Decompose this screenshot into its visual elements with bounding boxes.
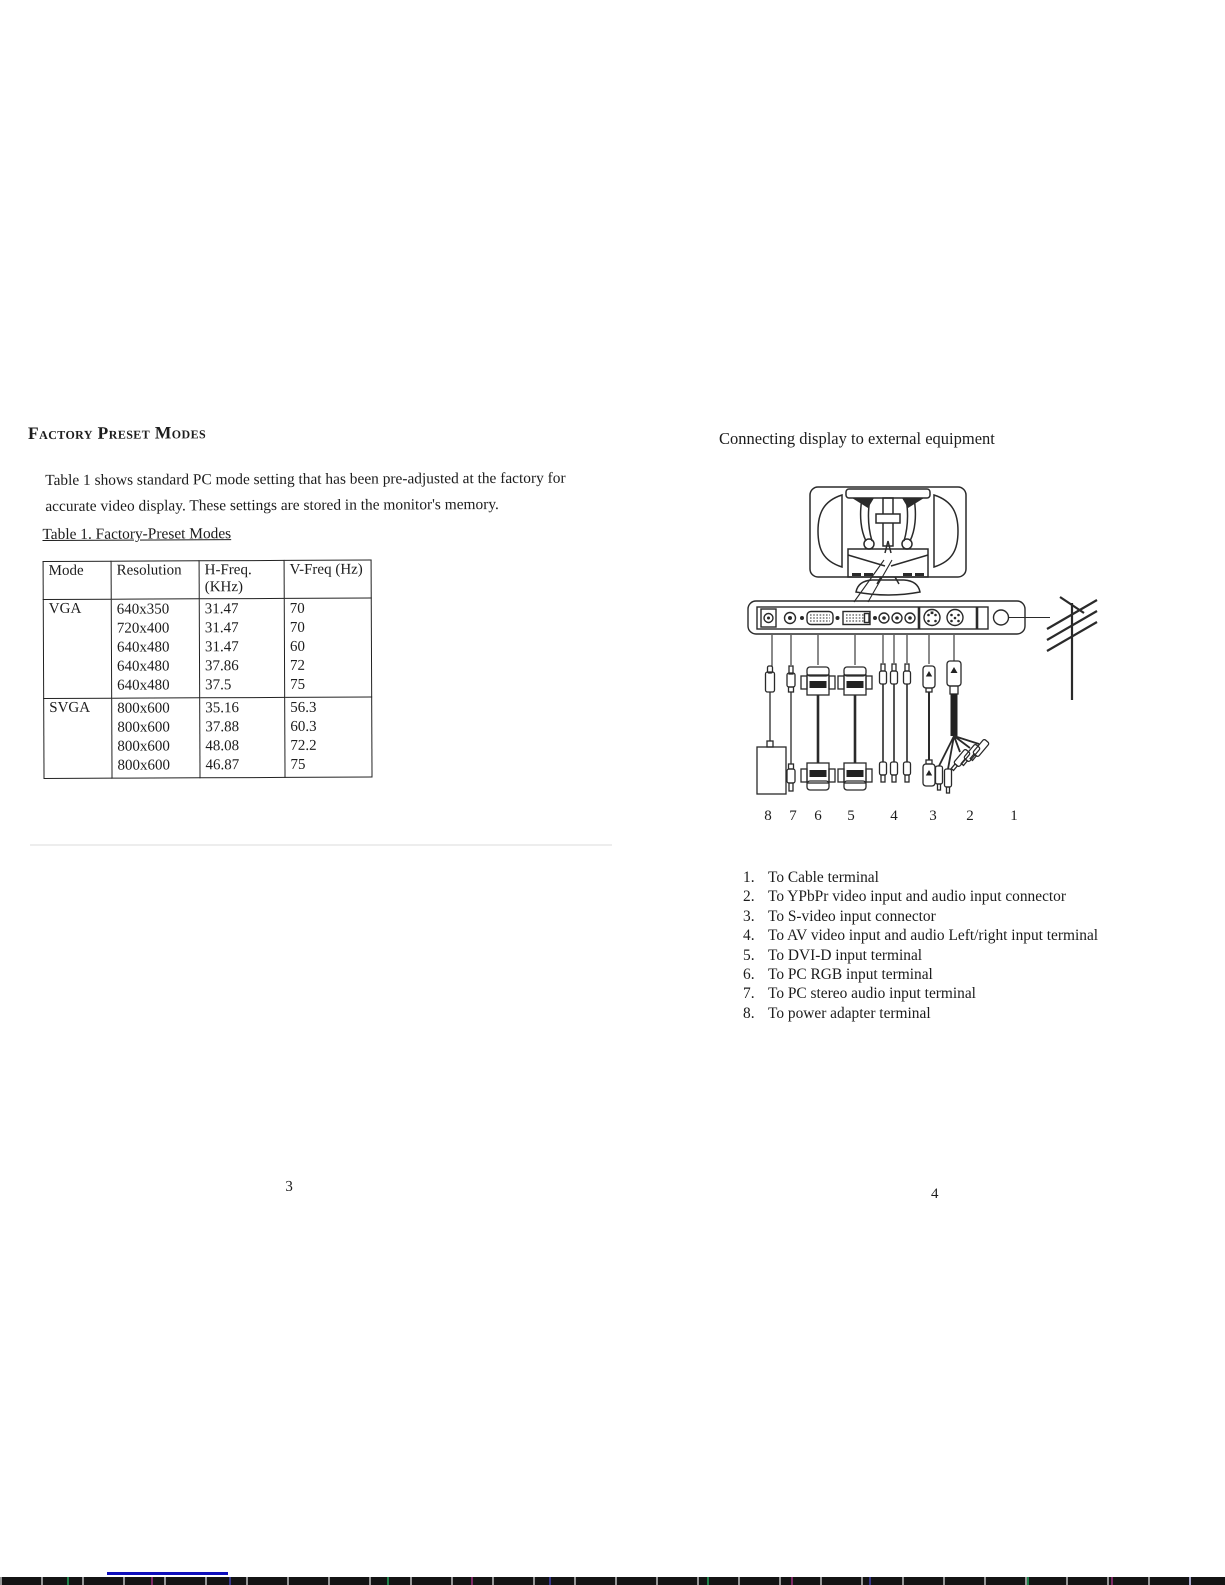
cable-label-7: 7	[789, 808, 797, 824]
list-item: 4. To AV video input and audio Left/right input terminal	[743, 927, 1099, 945]
list-item: 3. To S-video input connector	[743, 907, 936, 925]
scan-edge-bar	[0, 1577, 1225, 1585]
component-breakout-cable-icon	[936, 661, 990, 793]
intro-line: Table 1 shows standard PC mode setting that has been pre-adjusted at the factory for	[45, 469, 566, 489]
list-item: 7. To PC stereo audio input terminal	[743, 985, 976, 1003]
cable-label-4: 4	[890, 808, 898, 824]
audio-jack-icon	[785, 613, 796, 624]
scan-blue-underline	[107, 1572, 228, 1575]
power-adapter-cable-icon	[757, 666, 786, 794]
intro-line: accurate video display. These settings are stored in the monitor's memory.	[45, 495, 499, 515]
rca-jacks-icon	[879, 613, 915, 623]
cable-label-8: 8	[764, 808, 772, 824]
cable-label-3: 3	[929, 808, 937, 824]
list-item: 6. To PC RGB input terminal	[743, 966, 933, 984]
page-number-right: 4	[931, 1186, 939, 1202]
preset-table	[43, 560, 373, 779]
left-page	[0, 0, 644, 1300]
connector-panel-icon	[748, 601, 1050, 634]
s-video-cable-icon	[923, 666, 935, 786]
antenna-icon	[1047, 597, 1097, 700]
cable-label-1: 1	[1010, 808, 1018, 824]
page-title: Factory Preset Modes	[27, 422, 207, 444]
table-row: VGA 640x350 720x400 640x480 640x480 640x480 31.47 31.47 31.47 37.86 37.5 70 70 60 72 75	[43, 598, 371, 698]
dc-power-jack-icon	[761, 609, 776, 627]
cable-label-5: 5	[847, 808, 855, 824]
cable-label-2: 2	[966, 808, 974, 824]
coax-cable-terminal-icon	[994, 610, 1051, 625]
table-header-cell: Resolution	[111, 561, 199, 599]
audio-cable-icon	[787, 666, 795, 791]
list-item: 2. To YPbPr video input and audio input connector	[743, 888, 1066, 906]
list-item: 5. To DVI-D input terminal	[743, 946, 923, 964]
s-video-port-icon	[924, 610, 940, 626]
section-title: Connecting display to external equipment	[719, 429, 995, 448]
dvi-cable-icon	[838, 667, 872, 790]
intro-paragraph	[45, 466, 566, 519]
list-item: 8. To power adapter terminal	[743, 1004, 931, 1022]
dvi-port-icon	[843, 612, 877, 625]
table-header-cell: Mode	[43, 561, 111, 599]
vga-cable-icon	[801, 667, 835, 790]
list-item: 1. To Cable terminal	[743, 869, 879, 886]
right-page	[640, 0, 1225, 1300]
cable-label-6: 6	[814, 808, 822, 824]
monitor-rear-icon	[810, 487, 966, 602]
connection-diagram	[730, 462, 1135, 812]
page-number-left: 3	[285, 1178, 293, 1195]
scan-artifact-line	[30, 844, 612, 846]
connection-list	[743, 868, 1098, 1023]
table-caption: Table 1. Factory-Preset Modes	[42, 525, 232, 543]
panel-drop-lines	[772, 635, 954, 667]
table-header-cell: V-Freq (Hz)	[284, 560, 371, 598]
din-port-icon	[947, 610, 963, 626]
table-row: SVGA 800x600 800x600 800x600 800x600 35.16 37.88 48.08 46.87 56.3 60.3 72.2 75	[44, 697, 372, 778]
av-rca-cables-icon	[880, 664, 911, 782]
table-header-cell: H-Freq. (KHz)	[199, 560, 284, 598]
vga-port-icon	[807, 612, 833, 625]
